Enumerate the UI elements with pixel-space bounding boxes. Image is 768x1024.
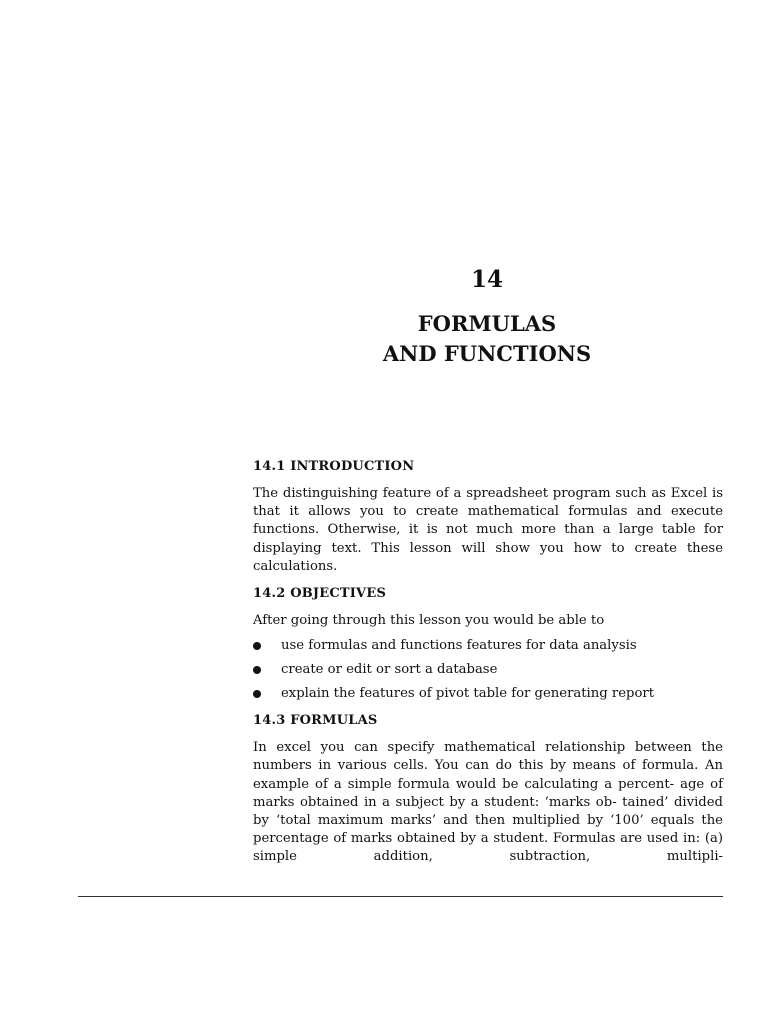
section-formulas	[253, 713, 723, 866]
page-content	[253, 459, 723, 867]
formulas-paragraph: In excel you can specify mathematical relationship between the numbers in various cells. You can do this by means of formula. An example of a simple formula would be calculating a percent- age of marks obtained in a subject by a student: ‘marks ob- tained’ divided by ‘total maximum marks’ and then multiplied by ‘100’ equals the percentage of marks obtained by a student. Formulas are used in: (a) simple addition, subtraction, multipli-	[253, 740, 723, 865]
list-item	[253, 685, 723, 703]
chapter-title-line-2: AND FUNCTIONS	[382, 341, 592, 366]
section-heading-formulas: 14.3 FORMULAS	[253, 713, 378, 729]
chapter-title-line-1: FORMULAS	[417, 311, 557, 336]
list-item	[253, 661, 723, 679]
footer-rule	[78, 896, 723, 897]
section-heading-objectives: 14.2 OBJECTIVES	[253, 586, 387, 602]
list-item	[253, 637, 723, 655]
chapter-title	[252, 309, 722, 369]
objectives-list	[253, 637, 723, 703]
bullet-icon	[253, 690, 261, 698]
bullet-icon	[253, 666, 261, 674]
section-introduction	[253, 459, 723, 576]
list-item-text: create or edit or sort a database	[281, 662, 498, 678]
chapter-number: 14	[470, 266, 503, 293]
section-objectives	[253, 586, 723, 703]
list-item-text: use formulas and functions features for data analysis	[281, 638, 637, 654]
list-item-text: explain the features of pivot table for generating report	[281, 686, 654, 702]
introduction-paragraph: The distinguishing feature of a spreadsheet program such as Excel is that it allows you to create mathematical formulas and execute functions. Otherwise, it is not much more than a large table for displaying text. This lesson will show you how to create these calculations.	[253, 486, 723, 574]
bullet-icon	[253, 642, 261, 650]
section-heading-introduction: 14.1 INTRODUCTION	[253, 459, 415, 474]
objectives-intro: After going through this lesson you would be able to	[253, 613, 605, 629]
